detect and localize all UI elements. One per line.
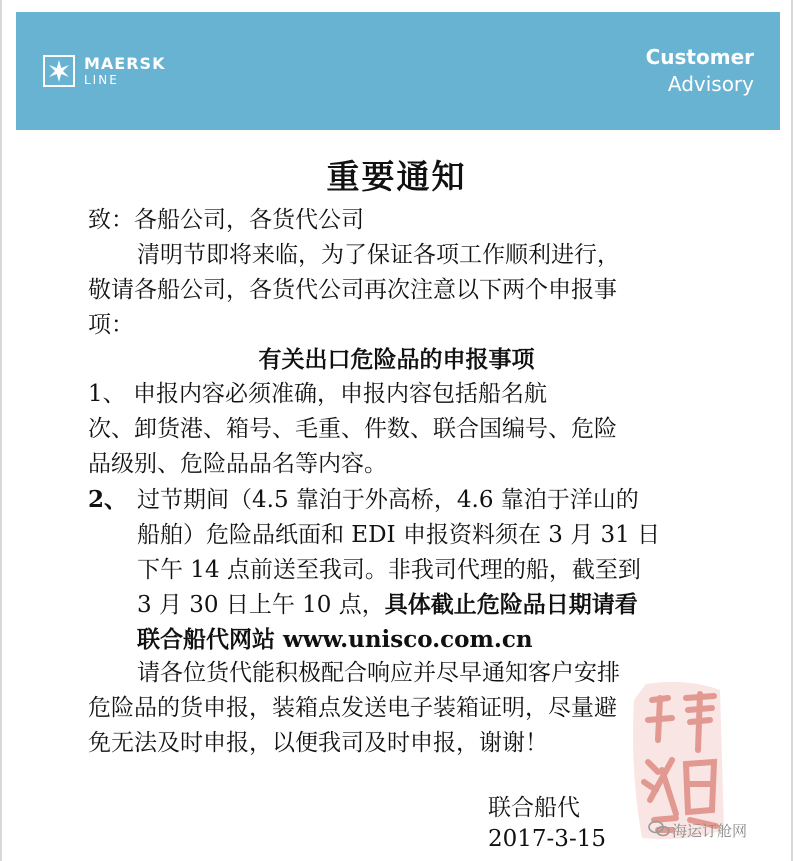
- brand-name: MAERSK: [84, 54, 166, 73]
- item2-line-3: 下午 14 点前送至我司。非我司代理的船，截至到: [137, 557, 641, 583]
- item2-line-1: 过节期间（4.5 靠泊于外高桥，4.6 靠泊于洋山的: [137, 487, 639, 513]
- item2-line-2: 船舶）危险品纸面和 EDI 申报资料须在 3 月 31 日: [137, 522, 661, 548]
- closing-line-1: 请各位货代能积极配合响应并尽早通知客户安排: [137, 660, 620, 686]
- date: 2017-3-15: [488, 826, 606, 852]
- signature: 联合船代: [488, 795, 580, 821]
- watermark-text: 海运订舱网: [672, 822, 748, 840]
- item2-number: 2、: [88, 486, 128, 513]
- intro-line-3: 项：: [88, 312, 134, 338]
- star-icon: [47, 59, 71, 83]
- intro-line-2: 敬请各船公司，各货代公司再次注意以下两个申报事: [88, 277, 617, 303]
- brand-sub: LINE: [84, 73, 119, 87]
- wechat-icon: [648, 820, 670, 838]
- page-border-left: [0, 0, 2, 861]
- advisory-label: Advisory: [667, 72, 754, 96]
- item1-line-2: 次、卸货港、箱号、毛重、件数、联合国编号、危险: [88, 416, 617, 442]
- item2-line-4-bold: 具体截止危险品日期请看: [384, 591, 638, 618]
- closing-line-2: 危险品的货申报，装箱点发送电子装箱证明，尽量避: [88, 695, 617, 721]
- item2-line-4-regular: 3 月 30 日上午 10 点，: [137, 592, 385, 618]
- maersk-logo: [43, 55, 75, 87]
- closing-line-3: 免无法及时申报，以便我司及时申报，谢谢！: [88, 730, 548, 756]
- item1-line-3: 品级别、危险品品名等内容。: [88, 451, 387, 477]
- customer-label: Customer: [645, 45, 754, 69]
- item1-line-1: 1、 申报内容必须准确，申报内容包括船名航: [88, 381, 547, 407]
- advisory-banner: [16, 12, 780, 130]
- item2-line-4: [137, 589, 638, 621]
- salutation: 致：各船公司，各货代公司: [88, 207, 364, 233]
- section-title: 有关出口危险品的申报事项: [258, 346, 535, 373]
- notice-title: 重要通知: [326, 157, 467, 196]
- item2-line-5: 联合船代网站 www.unisco.com.cn: [137, 626, 533, 653]
- intro-line-1: 清明节即将来临，为了保证各项工作顺利进行，: [137, 242, 620, 268]
